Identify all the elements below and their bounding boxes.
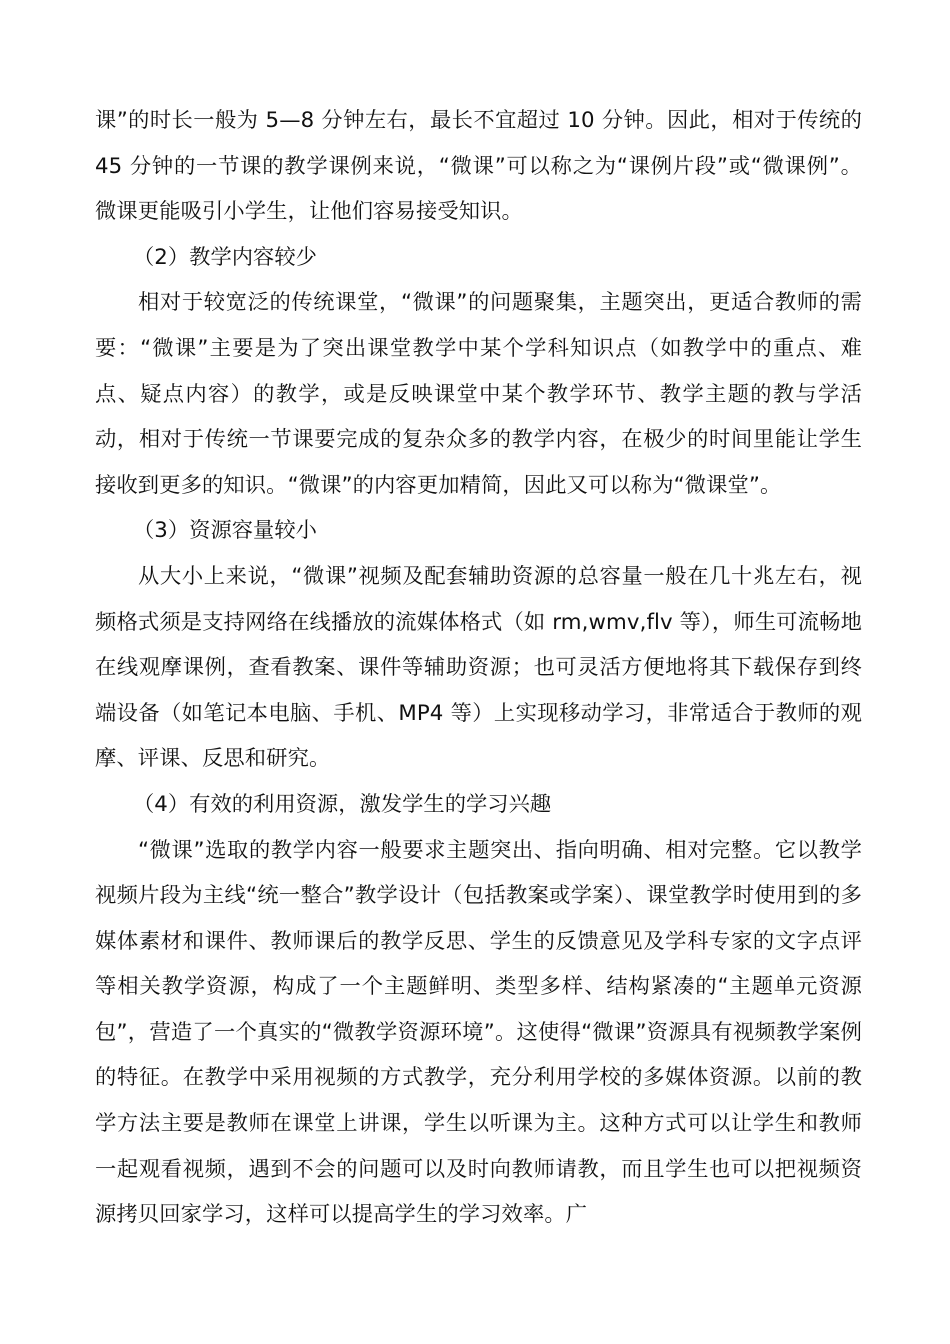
heading-small-capacity: （3）资源容量较小 bbox=[133, 518, 317, 544]
paragraph-less-content: 相对于较宽泛的传统课堂，“微课”的问题聚集，主题突出，更适合教师的需要：“微课”主要是为了突出课堂教学中某个学科知识点（如教学中的重点、难点、疑点内容）的教学，或是反映课堂中某个教学环节、教学主题的教与学活动，相对于传统一节课要完成的复杂众多的教学内容，在极少的时间里能让学生接收到更多的知识。“微课”的内容更加精简，因此又可以称为“微课堂”。 bbox=[95, 290, 862, 498]
heading-less-content: （2）教学内容较少 bbox=[133, 244, 317, 270]
paragraph-video-duration: 课”的时长一般为 5—8 分钟左右，最长不宜超过 10 分钟。因此，相对于传统的 45 分钟的一节课的教学课例来说，“微课”可以称之为“课例片段”或“微课例”。 微课更能吸引小学生，让他们容易接受知识。 bbox=[95, 108, 862, 225]
paragraph-small-capacity: 从大小上来说，“微课”视频及配套辅助资源的总容量一般在几十兆左右，视频格式须是支持网络在线播放的流媒体格式（如 rm,wmv,flv 等），师生可流畅地在线观摩课例，查看教案、课件等辅助资源；也可灵活方便地将其下载保存到终端设备（如笔记本电脑、手机、MP4 等）上实现移动学习，非常适合于教师的观摩、评课、反思和研究。 bbox=[95, 563, 862, 772]
heading-effective-resources: （4）有效的利用资源，激发学生的学习兴趣 bbox=[133, 791, 552, 817]
paragraph-effective-resources: “微课”选取的教学内容一般要求主题突出、指向明确、相对完整。它以教学视频片段为主线“统一整合”教学设计（包括教案或学案）、课堂教学时使用到的多媒体素材和课件、教师课后的教学反思、学生的反馈意见及学科专家的文字点评等相关教学资源，构成了一个主题鲜明、类型多样、结构紧凑的“主题单元资源包”，营造了一个真实的“微教学资源环境”。这使得“微课”资源具有视频教学案例的特征。在教学中采用视频的方式教学，充分利用学校的多媒体资源。以前的教学方法主要是教师在课堂上讲课，学生以听课为主。这种方式可以让学生和教师一起观看视频，遇到不会的问题可以及时向教师请教，而且学生也可以把视频资源拷贝回家学习，这样可以提高学生的学习效率。广 bbox=[95, 837, 862, 1228]
